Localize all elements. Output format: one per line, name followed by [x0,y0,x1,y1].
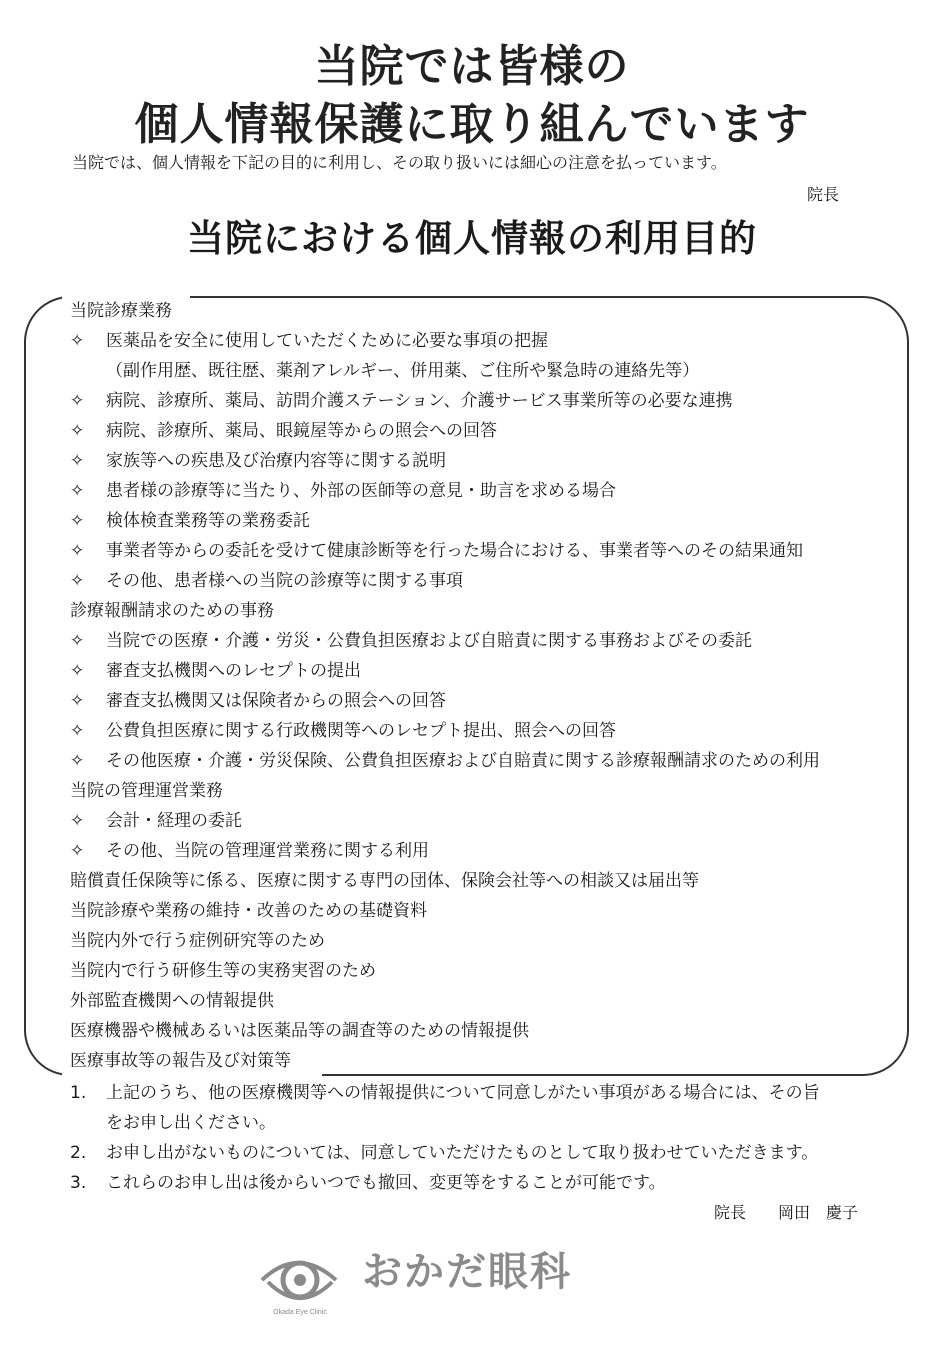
bullet-icon: ✧ [70,451,85,471]
list-heading-text: 当院内外で行う症例研究等のため [70,931,325,951]
notes-list [70,1078,890,1198]
signature-bottom: 院長 岡田 慶子 [713,1203,858,1222]
logo-subtext: Okada Eye Clinic [273,1309,327,1316]
eye-logo-icon [262,1263,336,1298]
list-item-text: 検体検査業務等の業務委託 [106,511,310,531]
bullet-icon: ✧ [70,511,85,531]
bullet-icon: ✧ [70,661,85,681]
page-title-line-2: 個人情報保護に取り組んでいます [134,99,810,150]
note-item [70,1138,890,1168]
list-item [70,566,820,596]
note-number: 1. [70,1083,87,1103]
list-heading [70,1016,820,1046]
bullet-icon: ✧ [70,541,85,561]
bullet-icon: ✧ [70,691,85,711]
list-heading [70,296,820,326]
list-heading [70,956,820,986]
list-item [70,746,820,776]
list-item-continuation [70,356,820,386]
list-heading-text: 当院内で行う研修生等の実務実習のため [70,961,376,981]
list-heading-text: 当院診療や業務の維持・改善のための基礎資料 [70,901,427,921]
list-item-text: 患者様の診療等に当たり、外部の医師等の意見・助言を求める場合 [106,481,616,501]
list-item [70,656,820,686]
section-title: 当院における個人情報の利用目的 [187,217,757,260]
note-text: 上記のうち、他の医療機関等への情報提供について同意しがたい事項がある場合には、その旨 [106,1083,820,1103]
note-item [70,1078,890,1108]
bullet-icon: ✧ [70,391,85,411]
list-item-text: 公費負担医療に関する行政機関等へのレセプト提出、照会への回答 [106,721,616,741]
intro-text: 当院では、個人情報を下記の目的に利用し、その取り扱いには細心の注意を払っています。 [72,153,727,172]
page-title-line-1: 当院では皆様の [314,41,630,92]
bullet-icon: ✧ [70,481,85,501]
bullet-icon: ✧ [70,721,85,741]
bullet-icon: ✧ [70,631,85,651]
list-heading [70,866,820,896]
list-heading [70,596,820,626]
note-text: これらのお申し出は後からいつでも撤回、変更等をすることが可能です。 [106,1173,666,1193]
bullet-icon: ✧ [70,571,85,591]
bullet-icon: ✧ [70,751,85,771]
list-item [70,446,820,476]
list-item [70,836,820,866]
list-heading [70,896,820,926]
list-item-text: （副作用歴、既往歴、薬剤アレルギー、併用薬、ご住所や緊急時の連絡先等） [106,361,700,381]
purpose-list [70,296,820,1076]
list-item [70,806,820,836]
list-item-text: 事業者等からの委託を受けて健康診断等を行った場合における、事業者等へのその結果通知 [106,541,803,561]
logo-text: おかだ眼科 [362,1249,572,1295]
list-heading [70,1046,820,1076]
list-item [70,506,820,536]
list-heading [70,926,820,956]
note-number: 2. [70,1143,87,1163]
list-item-text: その他医療・介護・労災保険、公費負担医療および自賠責に関する診療報酬請求のための利用 [106,751,820,771]
list-heading-text: 当院診療業務 [70,301,172,321]
list-item [70,476,820,506]
list-item [70,716,820,746]
list-item-text: 当院での医療・介護・労災・公費負担医療および自賠責に関する事務およびその委託 [106,631,752,651]
list-heading [70,986,820,1016]
list-heading-text: 医療事故等の報告及び対策等 [70,1051,291,1071]
list-item [70,326,820,356]
note-text: お申し出がないものについては、同意していただけたものとして取り扱わせていただきます。 [106,1143,819,1163]
list-item [70,536,820,566]
list-item [70,686,820,716]
list-item-text: 病院、診療所、薬局、訪問介護ステーション、介護サービス事業所等の必要な連携 [106,391,733,411]
list-heading-text: 外部監査機関への情報提供 [70,991,274,1011]
list-item-text: その他、患者様への当院の診療等に関する事項 [106,571,463,591]
list-item-text: その他、当院の管理運営業務に関する利用 [106,841,429,861]
list-item-text: 審査支払機関へのレセプトの提出 [106,661,361,681]
bullet-icon: ✧ [70,811,85,831]
list-item [70,386,820,416]
note-number: 3. [70,1173,87,1193]
bullet-icon: ✧ [70,841,85,861]
list-item-text: 医薬品を安全に使用していただくために必要な事項の把握 [106,331,548,351]
bullet-icon: ✧ [70,331,85,351]
list-heading-text: 医療機器や機械あるいは医薬品等の調査等のための情報提供 [70,1021,529,1041]
list-item-text: 会計・経理の委託 [106,811,242,831]
list-item [70,626,820,656]
bullet-icon: ✧ [70,421,85,441]
list-item [70,416,820,446]
list-item-text: 家族等への疾患及び治療内容等に関する説明 [106,451,446,471]
list-heading-text: 診療報酬請求のための事務 [70,601,274,621]
list-item-text: 病院、診療所、薬局、眼鏡屋等からの照会への回答 [106,421,497,441]
list-heading [70,776,820,806]
list-heading-text: 賠償責任保険等に係る、医療に関する専門の団体、保険会社等への相談又は届出等 [70,871,699,891]
list-heading-text: 当院の管理運営業務 [70,781,223,801]
list-item-text: 審査支払機関又は保険者からの照会への回答 [106,691,446,711]
signature-top: 院長 [806,185,839,204]
note-item [70,1168,890,1198]
note-text-continuation: をお申し出ください。 [106,1113,276,1133]
